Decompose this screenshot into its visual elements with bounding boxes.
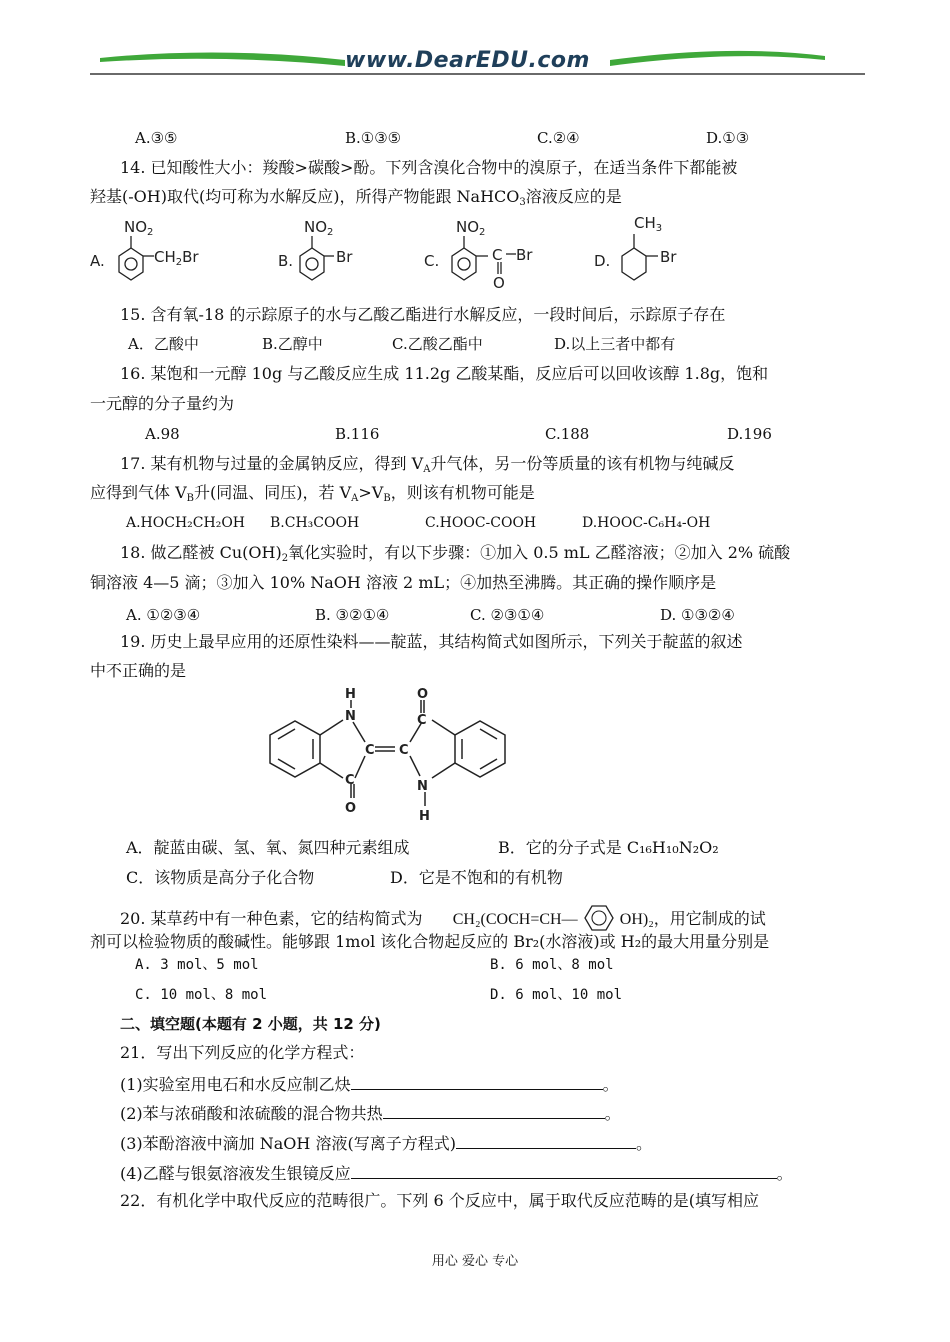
q13-option-b: B.①③⑤ bbox=[345, 129, 402, 147]
q17-line2: 应得到气体 $V_B$升(同温、同压)，若 $V_A>V_B$，则该有机物可能是 bbox=[90, 483, 535, 504]
q15-option-d: D.以上三者中都有 bbox=[554, 335, 676, 353]
q20-option-d: D. 6 mol、10 mol bbox=[490, 987, 623, 1003]
indigo-o-left: O bbox=[345, 801, 357, 816]
q14-label-d: D. bbox=[594, 252, 611, 270]
q21-stem: 21．写出下列反应的化学方程式： bbox=[120, 1043, 365, 1062]
q21-answer-blank-4 bbox=[351, 1162, 777, 1179]
q18-option-c: C. ②③①④ bbox=[470, 606, 545, 624]
q14-br-b: Br bbox=[336, 248, 353, 266]
q14-no2-b: NO bbox=[304, 218, 328, 236]
q21-item-3: (3)苯酚溶液中滴加 NaOH 溶液(写离子方程式) 。 bbox=[120, 1134, 652, 1153]
logo-text: www.DearEDU.com bbox=[345, 48, 590, 73]
q19-option-d: D．它是不饱和的有机物 bbox=[390, 868, 563, 887]
indigo-c-upper: C bbox=[417, 713, 427, 728]
q20-line1: 20. 某草药中有一种色素，它的结构简式为 CH₂(COCH=CH— OH)₂，用它制成的试 bbox=[120, 903, 766, 933]
q14-br-d: Br bbox=[660, 248, 677, 266]
q21-answer-blank-2 bbox=[383, 1102, 605, 1119]
q18-line1: 18. 做乙醛被 $Cu(OH)_2$氧化实验时，有以下步骤：①加入 0.5 mL 乙醛溶液；②加入 2% 硫酸 bbox=[120, 543, 791, 564]
q14-br-a: Br bbox=[182, 248, 199, 266]
q15-option-c: C.乙酸乙酯中 bbox=[392, 335, 483, 353]
svg-text:NO2: $NO_2$ bbox=[124, 218, 154, 238]
q21-answer-blank-1 bbox=[351, 1073, 603, 1090]
q16-line2: 一元醇的分子量约为 bbox=[90, 394, 235, 413]
q20-formula-b: OH)₂ bbox=[619, 911, 654, 928]
indigo-h-top: H bbox=[345, 688, 356, 702]
q14-line2: 羟基(-OH)取代(均可称为水解反应)，所得产物能跟 NaHCO$_3$溶液反应的是 bbox=[90, 187, 622, 208]
q16-option-c: C.188 bbox=[545, 425, 590, 443]
q19-option-c: C．该物质是高分子化合物 bbox=[126, 868, 315, 887]
svg-text:CH2Br: $CH_2Br$ bbox=[154, 248, 199, 268]
q19-line2: 中不正确的是 bbox=[90, 661, 187, 680]
svg-text:CH3: $CH_3$ bbox=[634, 214, 663, 234]
q13-option-c: C.②④ bbox=[537, 129, 580, 147]
q17-option-b: B.CH₃COOH bbox=[270, 515, 360, 531]
q14-structure-d bbox=[594, 214, 677, 280]
q21-item-4: (4)乙醛与银氨溶液发生银镜反应 。 bbox=[120, 1164, 793, 1183]
q14-o-atom: O bbox=[493, 274, 505, 288]
q14-ch3: CH bbox=[634, 214, 656, 232]
svg-text:NO2: $NO_2$ bbox=[456, 218, 486, 238]
section2-title: 二、填空题(本题有 2 小题，共 12 分) bbox=[120, 1015, 381, 1033]
q17-line1: 17. 某有机物与过量的金属钠反应，得到 $V_A$升气体，另一份等质量的该有机物与纯碱反 bbox=[120, 454, 735, 475]
indigo-n-left: N bbox=[345, 709, 356, 724]
q16-line1: 16. 某饱和一元醇 10g 与乙酸反应生成 11.2g 乙酸某酯，反应后可以回收该醇 1.8g，饱和 bbox=[120, 364, 769, 383]
q19-option-b: B．它的分子式是 C₁₆H₁₀N₂O₂ bbox=[498, 838, 719, 857]
indigo-c-right: C bbox=[399, 743, 409, 758]
q20-option-a: A. 3 mol、5 mol bbox=[135, 957, 259, 973]
q21-answer-blank-3 bbox=[456, 1132, 636, 1149]
q15-option-a: A．乙酸中 bbox=[128, 335, 199, 353]
q16-option-a: A.98 bbox=[145, 425, 180, 443]
q14-line1: 14. 已知酸性大小：羧酸>碳酸>酚。下列含溴化合物中的溴原子，在适当条件下都能被 bbox=[120, 158, 738, 177]
indigo-o-right: O bbox=[417, 688, 429, 702]
q14-structure-c bbox=[424, 218, 533, 288]
q18-option-d: D. ①③②④ bbox=[660, 606, 735, 624]
indigo-h-bottom: H bbox=[419, 809, 430, 824]
q14-label-b: B. bbox=[278, 252, 294, 270]
q18-line2: 铜溶液 4—5 滴；③加入 10% NaOH 溶液 2 mL；④加热至沸腾。其正确的操作顺序是 bbox=[90, 573, 717, 592]
indigo-c-lower: C bbox=[345, 773, 355, 788]
q14-br-c: Br bbox=[516, 246, 533, 264]
q14-structures bbox=[88, 210, 708, 288]
q21-item-1: (1)实验室用电石和水反应制乙炔 。 bbox=[120, 1075, 619, 1094]
q14-no2-a: NO bbox=[124, 218, 148, 236]
svg-text:NO2: $NO_2$ bbox=[304, 218, 334, 238]
q17-option-c: C.HOOC-COOH bbox=[425, 515, 537, 531]
q15-option-b: B.乙醇中 bbox=[262, 335, 323, 353]
q18-option-a: A. ①②③④ bbox=[126, 606, 201, 624]
q21-item-2: (2)苯与浓硝酸和浓硫酸的混合物共热 。 bbox=[120, 1104, 621, 1123]
q17-option-d: D.HOOC-C₆H₄-OH bbox=[582, 515, 711, 531]
q18-option-b: B. ③②①④ bbox=[315, 606, 390, 624]
header-logo bbox=[90, 40, 865, 80]
q14-no2-c: NO bbox=[456, 218, 480, 236]
q16-option-d: D.196 bbox=[727, 425, 772, 443]
q14-c-atom: C bbox=[492, 246, 503, 264]
benzene-ring-icon bbox=[581, 903, 617, 933]
page-footer: 用心 爱心 专心 bbox=[431, 1254, 519, 1269]
q14-structure-b bbox=[278, 218, 353, 280]
q13-option-d: D.①③ bbox=[706, 129, 750, 147]
q14-structure-a bbox=[90, 218, 199, 280]
q14-label-a: A. bbox=[90, 252, 105, 270]
q20-line2: 剂可以检验物质的酸碱性。能够跟 1mol 该化合物起反应的 Br₂(水溶液)或 H₂的最大用量分别是 bbox=[90, 932, 770, 951]
q22-line1: 22．有机化学中取代反应的范畴很广。下列 6 个反应中，属于取代反应范畴的是(填写相应 bbox=[120, 1191, 759, 1210]
q13-option-a: A.③⑤ bbox=[135, 129, 178, 147]
q20-formula-a: CH₂(COCH=CH— bbox=[452, 911, 578, 928]
indigo-n-right: N bbox=[417, 779, 428, 794]
q14-ch2br: CH bbox=[154, 248, 176, 266]
q17-option-a: A.HOCH₂CH₂OH bbox=[126, 515, 245, 531]
indigo-structure bbox=[265, 688, 515, 838]
q19-option-a: A．靛蓝由碳、氢、氧、氮四种元素组成 bbox=[126, 838, 410, 857]
q20-option-b: B. 6 mol、8 mol bbox=[490, 957, 614, 973]
q15-line1: 15. 含有氧-18 的示踪原子的水与乙酸乙酯进行水解反应，一段时间后，示踪原子存在 bbox=[120, 305, 726, 324]
q20-option-c: C. 10 mol、8 mol bbox=[135, 987, 268, 1003]
indigo-c-left: C bbox=[365, 743, 375, 758]
q16-option-b: B.116 bbox=[335, 425, 380, 443]
q14-label-c: C. bbox=[424, 252, 440, 270]
q19-line1: 19. 历史上最早应用的还原性染料——靛蓝，其结构简式如图所示，下列关于靛蓝的叙述 bbox=[120, 632, 743, 651]
